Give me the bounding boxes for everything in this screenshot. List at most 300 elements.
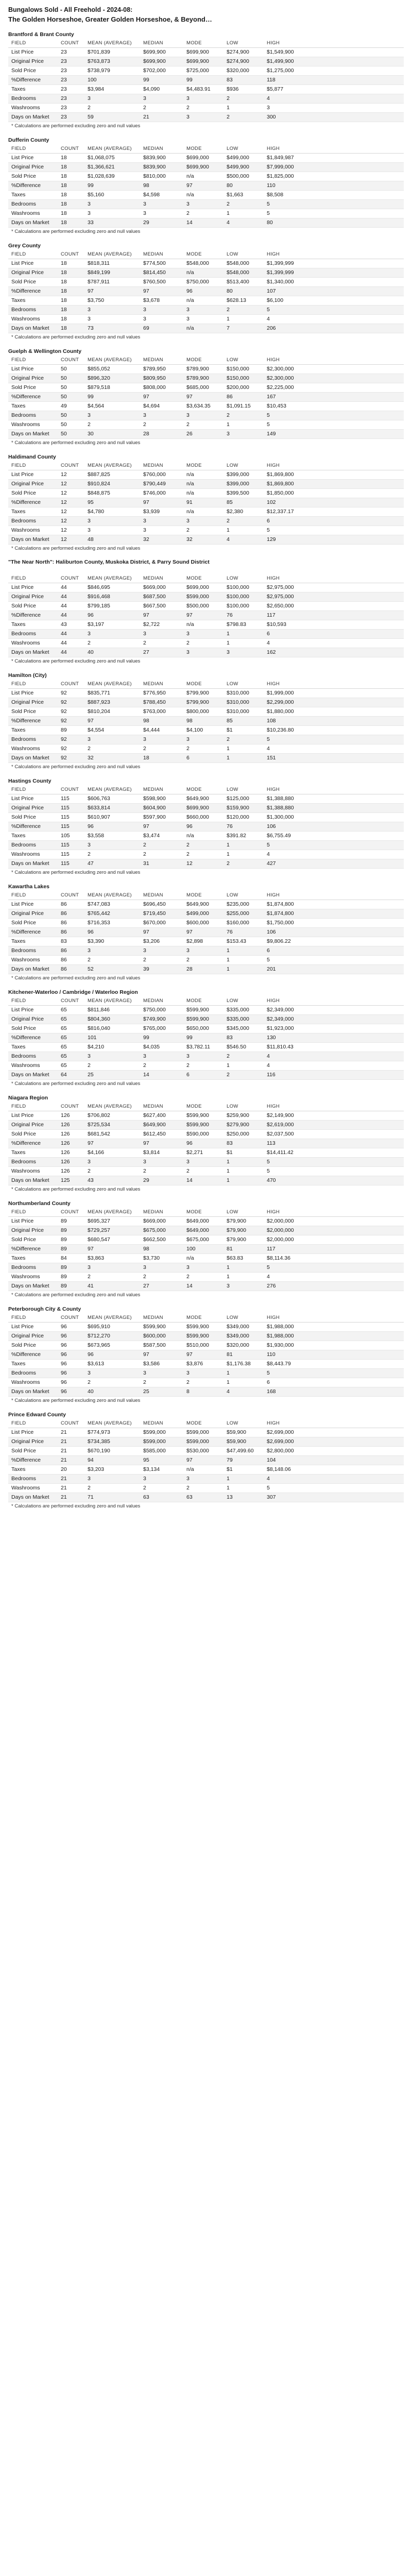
table-row xyxy=(8,1121,404,1130)
table-cell: $255,000 xyxy=(224,909,264,919)
table-cell: $10,453 xyxy=(264,402,307,411)
calculation-footnote: * Calculations are performed excluding zero and null values xyxy=(11,123,141,129)
table-cell: $1,091.15 xyxy=(224,402,264,411)
table-cell: $808,000 xyxy=(140,383,183,393)
column-header-spacer xyxy=(307,574,404,583)
table-cell: 28 xyxy=(183,965,224,974)
table-cell: 126 xyxy=(58,1111,84,1121)
table-cell: $774,973 xyxy=(84,1428,140,1437)
field-label: %Difference xyxy=(8,181,58,191)
table-cell: $675,000 xyxy=(140,1226,183,1235)
table-cell: n/a xyxy=(183,172,224,181)
field-label: Taxes xyxy=(8,832,58,841)
table-cell: $548,000 xyxy=(224,268,264,278)
table-row xyxy=(8,1475,404,1484)
table-cell: 2 xyxy=(224,735,264,744)
field-label: Sold Price xyxy=(8,1235,58,1245)
table-cell-spacer xyxy=(307,306,404,315)
field-label: %Difference xyxy=(8,928,58,937)
table-cell: 92 xyxy=(58,707,84,717)
table-cell: 3 xyxy=(140,946,183,956)
table-row xyxy=(8,639,404,648)
column-header: FIELD xyxy=(8,250,58,259)
table-cell: 86 xyxy=(224,393,264,402)
field-label: Taxes xyxy=(8,1148,58,1158)
table-cell: 12 xyxy=(58,517,84,526)
table-cell: $499,000 xyxy=(224,154,264,163)
table-cell-spacer xyxy=(307,209,404,218)
table-cell: 3 xyxy=(183,315,224,324)
table-row xyxy=(8,822,404,832)
table-row xyxy=(8,1015,404,1024)
table-cell-spacer xyxy=(307,630,404,639)
table-row xyxy=(8,1111,404,1121)
table-cell: 2 xyxy=(183,1167,224,1176)
table-cell: 97 xyxy=(140,393,183,402)
table-cell: $597,900 xyxy=(140,813,183,822)
county-name: Dufferin County xyxy=(8,137,49,143)
table-cell: $2,225,000 xyxy=(264,383,307,393)
table-cell: 5 xyxy=(264,735,307,744)
table-header-row xyxy=(8,144,404,154)
table-cell-spacer xyxy=(307,470,404,480)
table-cell-spacer xyxy=(307,1254,404,1263)
column-header: LOW xyxy=(224,1102,264,1111)
table-cell: $1 xyxy=(224,1148,264,1158)
table-cell: 96 xyxy=(58,1332,84,1341)
table-row xyxy=(8,648,404,657)
column-header: MEDIAN xyxy=(140,39,183,48)
column-header: MEAN (AVERAGE) xyxy=(84,996,140,1006)
table-cell: 27 xyxy=(140,1282,183,1291)
table-cell: 107 xyxy=(264,287,307,296)
county-name: Northumberland County xyxy=(8,1200,71,1207)
table-cell: $599,900 xyxy=(183,1111,224,1121)
table-cell: $1,176.38 xyxy=(224,1360,264,1369)
table-row xyxy=(8,259,404,268)
table-cell: 1 xyxy=(224,744,264,754)
table-cell: 2 xyxy=(140,744,183,754)
table-cell: 126 xyxy=(58,1121,84,1130)
table-cell: $810,000 xyxy=(140,172,183,181)
field-label: Days on Market xyxy=(8,113,58,122)
table-cell: 89 xyxy=(58,726,84,735)
table-cell-spacer xyxy=(307,507,404,517)
field-label: %Difference xyxy=(8,1139,58,1148)
table-cell-spacer xyxy=(307,535,404,545)
table-cell-spacer xyxy=(307,859,404,869)
table-row xyxy=(8,470,404,480)
table-cell-spacer xyxy=(307,191,404,200)
table-cell: $699,900 xyxy=(183,804,224,813)
field-label: %Difference xyxy=(8,498,58,507)
table-cell: $9,806.22 xyxy=(264,937,307,946)
table-cell: $279,900 xyxy=(224,1121,264,1130)
table-cell: $699,000 xyxy=(183,154,224,163)
column-header: MODE xyxy=(183,680,224,689)
table-cell: 2 xyxy=(224,200,264,209)
county-name: Hamilton (City) xyxy=(8,672,47,679)
table-row xyxy=(8,278,404,287)
table-cell: 3 xyxy=(140,209,183,218)
table-cell: 1 xyxy=(224,1273,264,1282)
field-label: %Difference xyxy=(8,717,58,726)
table-row xyxy=(8,1167,404,1176)
table-row xyxy=(8,113,404,122)
table-cell: 101 xyxy=(84,1033,140,1043)
table-cell: 2 xyxy=(140,420,183,430)
table-row xyxy=(8,1360,404,1369)
table-cell: 3 xyxy=(140,315,183,324)
county-section xyxy=(8,558,404,665)
table-row xyxy=(8,1493,404,1502)
table-cell-spacer xyxy=(307,517,404,526)
table-cell: 92 xyxy=(58,698,84,707)
table-cell: $12,337.17 xyxy=(264,507,307,517)
table-cell: $695,910 xyxy=(84,1323,140,1332)
table-cell: n/a xyxy=(183,268,224,278)
table-cell: 23 xyxy=(58,94,84,104)
table-cell: $1,366,621 xyxy=(84,163,140,172)
field-label: List Price xyxy=(8,365,58,374)
table-cell: 92 xyxy=(58,717,84,726)
table-row xyxy=(8,744,404,754)
table-cell: $612,450 xyxy=(140,1130,183,1139)
field-label: Days on Market xyxy=(8,1282,58,1291)
table-cell: $628.13 xyxy=(224,296,264,306)
table-cell: $670,190 xyxy=(84,1447,140,1456)
table-cell: $699,900 xyxy=(183,57,224,66)
table-cell: $1,869,800 xyxy=(264,470,307,480)
column-header: LOW xyxy=(224,461,264,470)
table-cell: $1 xyxy=(224,726,264,735)
table-cell-spacer xyxy=(307,1043,404,1052)
table-cell: 97 xyxy=(183,928,224,937)
table-cell: 47 xyxy=(84,859,140,869)
table-row xyxy=(8,1428,404,1437)
table-cell: $79,900 xyxy=(224,1235,264,1245)
table-cell: $750,000 xyxy=(183,278,224,287)
table-cell: 4 xyxy=(264,744,307,754)
table-row xyxy=(8,66,404,76)
table-cell-spacer xyxy=(307,1282,404,1291)
field-label: Washrooms xyxy=(8,639,58,648)
table-cell: $4,694 xyxy=(140,402,183,411)
table-cell: $3,814 xyxy=(140,1148,183,1158)
table-cell: 307 xyxy=(264,1493,307,1502)
table-cell: $747,083 xyxy=(84,900,140,909)
table-cell: 3 xyxy=(183,306,224,315)
table-cell-spacer xyxy=(307,66,404,76)
table-cell: 3 xyxy=(84,1158,140,1167)
table-cell: $310,000 xyxy=(224,689,264,698)
table-cell-spacer xyxy=(307,813,404,822)
table-row xyxy=(8,707,404,717)
table-cell: $809,950 xyxy=(140,374,183,383)
table-cell: 23 xyxy=(58,66,84,76)
county-section xyxy=(8,883,404,982)
field-label: Washrooms xyxy=(8,850,58,859)
table-cell-spacer xyxy=(307,620,404,630)
table-cell: $585,000 xyxy=(140,1447,183,1456)
table-cell: 99 xyxy=(183,76,224,85)
table-cell: 1 xyxy=(224,209,264,218)
table-cell: $599,900 xyxy=(140,1323,183,1332)
table-cell-spacer xyxy=(307,163,404,172)
table-cell: 83 xyxy=(224,1033,264,1043)
stats-table xyxy=(8,891,404,974)
table-cell: 44 xyxy=(58,639,84,648)
table-cell: 18 xyxy=(58,154,84,163)
table-cell: n/a xyxy=(183,507,224,517)
table-cell: 130 xyxy=(264,1033,307,1043)
table-cell: 14 xyxy=(183,218,224,228)
table-cell: 1 xyxy=(224,850,264,859)
table-cell-spacer xyxy=(307,1341,404,1350)
table-cell: 14 xyxy=(183,1176,224,1185)
table-row xyxy=(8,813,404,822)
table-cell: $2,975,000 xyxy=(264,583,307,592)
table-cell: $800,000 xyxy=(183,707,224,717)
table-cell-spacer xyxy=(307,393,404,402)
table-cell: $749,900 xyxy=(140,1015,183,1024)
table-cell: $2,300,000 xyxy=(264,365,307,374)
table-cell: 126 xyxy=(58,1148,84,1158)
table-cell: $2,000,000 xyxy=(264,1217,307,1226)
table-cell: n/a xyxy=(183,1254,224,1263)
table-cell: 23 xyxy=(58,48,84,57)
field-label: List Price xyxy=(8,583,58,592)
calculation-footnote: * Calculations are performed excluding zero and null values xyxy=(11,1398,141,1403)
table-cell: 4 xyxy=(224,535,264,545)
table-cell: n/a xyxy=(183,191,224,200)
table-cell: 108 xyxy=(264,717,307,726)
column-header: HIGH xyxy=(264,39,307,48)
column-header: MEAN (AVERAGE) xyxy=(84,680,140,689)
column-header-spacer xyxy=(307,891,404,900)
table-cell: 3 xyxy=(183,735,224,744)
table-cell: $349,000 xyxy=(224,1332,264,1341)
table-cell-spacer xyxy=(307,1071,404,1080)
table-row xyxy=(8,85,404,94)
column-header: HIGH xyxy=(264,996,307,1006)
table-cell: $399,000 xyxy=(224,470,264,480)
table-cell: $606,763 xyxy=(84,794,140,804)
table-cell: 97 xyxy=(140,822,183,832)
table-row xyxy=(8,698,404,707)
table-row xyxy=(8,365,404,374)
table-cell-spacer xyxy=(307,181,404,191)
table-cell: $2,349,000 xyxy=(264,1006,307,1015)
table-row xyxy=(8,393,404,402)
table-cell: $669,000 xyxy=(140,583,183,592)
field-label: Bedrooms xyxy=(8,1052,58,1061)
table-cell: 3 xyxy=(140,94,183,104)
column-header: FIELD xyxy=(8,1419,58,1428)
table-cell: $548,000 xyxy=(224,259,264,268)
county-section xyxy=(8,136,404,235)
stats-table xyxy=(8,1313,404,1397)
table-cell: 3 xyxy=(183,200,224,209)
table-cell: 3 xyxy=(183,1052,224,1061)
table-cell: $546.50 xyxy=(224,1043,264,1052)
table-cell-spacer xyxy=(307,374,404,383)
table-header-row xyxy=(8,1419,404,1428)
table-cell: $8,148.06 xyxy=(264,1465,307,1475)
table-cell-spacer xyxy=(307,1387,404,1397)
table-cell: $1,300,000 xyxy=(264,813,307,822)
table-cell: $153.43 xyxy=(224,937,264,946)
table-cell: $599,000 xyxy=(140,1428,183,1437)
table-cell: 12 xyxy=(58,470,84,480)
table-cell: $799,900 xyxy=(183,689,224,698)
table-cell-spacer xyxy=(307,1484,404,1493)
table-cell: $701,839 xyxy=(84,48,140,57)
table-cell: $3,750 xyxy=(84,296,140,306)
field-label: Bedrooms xyxy=(8,94,58,104)
field-label: Original Price xyxy=(8,1015,58,1024)
field-label: Sold Price xyxy=(8,172,58,181)
document-subtitle: The Golden Horseshoe, Greater Golden Horseshoe, & Beyond… xyxy=(8,15,212,23)
table-cell: 14 xyxy=(183,1282,224,1291)
table-cell: 25 xyxy=(84,1071,140,1080)
table-cell: 110 xyxy=(264,181,307,191)
table-cell-spacer xyxy=(307,717,404,726)
field-label: Original Price xyxy=(8,592,58,602)
table-cell: 65 xyxy=(58,1052,84,1061)
table-cell: $599,000 xyxy=(183,1428,224,1437)
column-header: MEDIAN xyxy=(140,574,183,583)
table-cell: $250,000 xyxy=(224,1130,264,1139)
table-row xyxy=(8,1484,404,1493)
table-cell: $811,846 xyxy=(84,1006,140,1015)
table-cell: 6 xyxy=(264,946,307,956)
table-row xyxy=(8,583,404,592)
table-cell: 21 xyxy=(58,1484,84,1493)
column-header: MEDIAN xyxy=(140,250,183,259)
table-cell: $2,299,000 xyxy=(264,698,307,707)
table-cell: $839,900 xyxy=(140,163,183,172)
table-cell: 21 xyxy=(140,113,183,122)
table-cell: $600,000 xyxy=(140,1332,183,1341)
table-cell: 3 xyxy=(140,517,183,526)
table-cell: 2 xyxy=(183,639,224,648)
table-cell: 32 xyxy=(183,535,224,545)
table-cell: $79,900 xyxy=(224,1217,264,1226)
table-cell: 4 xyxy=(224,218,264,228)
table-cell: 50 xyxy=(58,411,84,420)
table-cell: 97 xyxy=(84,287,140,296)
field-label: Original Price xyxy=(8,698,58,707)
calculation-footnote: * Calculations are performed excluding zero and null values xyxy=(11,870,141,875)
column-header: MODE xyxy=(183,250,224,259)
table-cell: $125,000 xyxy=(224,794,264,804)
stats-table xyxy=(8,250,404,333)
table-cell: $789,950 xyxy=(140,365,183,374)
table-cell: 29 xyxy=(140,1176,183,1185)
table-cell: 5 xyxy=(264,1263,307,1273)
field-label: Original Price xyxy=(8,57,58,66)
table-cell: $259,900 xyxy=(224,1111,264,1121)
table-cell-spacer xyxy=(307,1245,404,1254)
table-cell: 5 xyxy=(264,306,307,315)
field-label: Washrooms xyxy=(8,209,58,218)
table-cell: 12 xyxy=(58,535,84,545)
table-cell: $855,052 xyxy=(84,365,140,374)
table-cell: $10,593 xyxy=(264,620,307,630)
table-cell: $14,411.42 xyxy=(264,1148,307,1158)
column-header: FIELD xyxy=(8,996,58,1006)
table-cell: 6 xyxy=(183,1071,224,1080)
table-cell: $675,000 xyxy=(183,1235,224,1245)
table-cell: $7,999,000 xyxy=(264,163,307,172)
table-cell: 84 xyxy=(58,1254,84,1263)
table-cell: $599,900 xyxy=(183,1121,224,1130)
table-row xyxy=(8,1341,404,1350)
table-cell: $4,210 xyxy=(84,1043,140,1052)
table-cell-spacer xyxy=(307,1273,404,1282)
calculation-footnote: * Calculations are performed excluding zero and null values xyxy=(11,334,141,340)
table-cell: $8,443.79 xyxy=(264,1360,307,1369)
table-cell: 4 xyxy=(224,1387,264,1397)
table-cell: 81 xyxy=(224,1350,264,1360)
column-header: FIELD xyxy=(8,461,58,470)
table-cell: 126 xyxy=(58,1158,84,1167)
table-row xyxy=(8,1332,404,1341)
column-header: MEAN (AVERAGE) xyxy=(84,461,140,470)
field-label: Days on Market xyxy=(8,218,58,228)
table-cell: 2 xyxy=(183,420,224,430)
table-cell: $673,965 xyxy=(84,1341,140,1350)
table-row xyxy=(8,402,404,411)
table-cell: 2 xyxy=(140,841,183,850)
table-cell-spacer xyxy=(307,794,404,804)
table-cell: 2 xyxy=(84,850,140,859)
field-label: Taxes xyxy=(8,1360,58,1369)
table-cell: $3,782.11 xyxy=(183,1043,224,1052)
table-cell: 1 xyxy=(224,420,264,430)
column-header: MEDIAN xyxy=(140,785,183,794)
table-cell: 3 xyxy=(224,648,264,657)
table-cell: 1 xyxy=(224,956,264,965)
county-section xyxy=(8,671,404,771)
stats-table xyxy=(8,574,404,657)
table-row xyxy=(8,909,404,919)
field-label: %Difference xyxy=(8,1456,58,1465)
column-header: LOW xyxy=(224,144,264,154)
table-cell: 115 xyxy=(58,804,84,813)
table-cell: $790,449 xyxy=(140,480,183,489)
table-cell: $798.83 xyxy=(224,620,264,630)
column-header: COUNT xyxy=(58,1102,84,1111)
table-cell: 100 xyxy=(84,76,140,85)
table-cell: $669,000 xyxy=(140,1217,183,1226)
table-cell: 89 xyxy=(58,1226,84,1235)
table-cell: 2 xyxy=(140,1378,183,1387)
table-cell: $660,000 xyxy=(183,813,224,822)
table-row xyxy=(8,480,404,489)
table-cell: $746,000 xyxy=(140,489,183,498)
table-cell: 3 xyxy=(224,1282,264,1291)
table-row xyxy=(8,804,404,813)
column-header: LOW xyxy=(224,891,264,900)
table-cell: $3,586 xyxy=(140,1360,183,1369)
table-cell: 18 xyxy=(58,259,84,268)
table-cell: $649,900 xyxy=(140,1121,183,1130)
table-cell-spacer xyxy=(307,1111,404,1121)
table-cell: 64 xyxy=(58,1071,84,1080)
table-cell-spacer xyxy=(307,430,404,439)
